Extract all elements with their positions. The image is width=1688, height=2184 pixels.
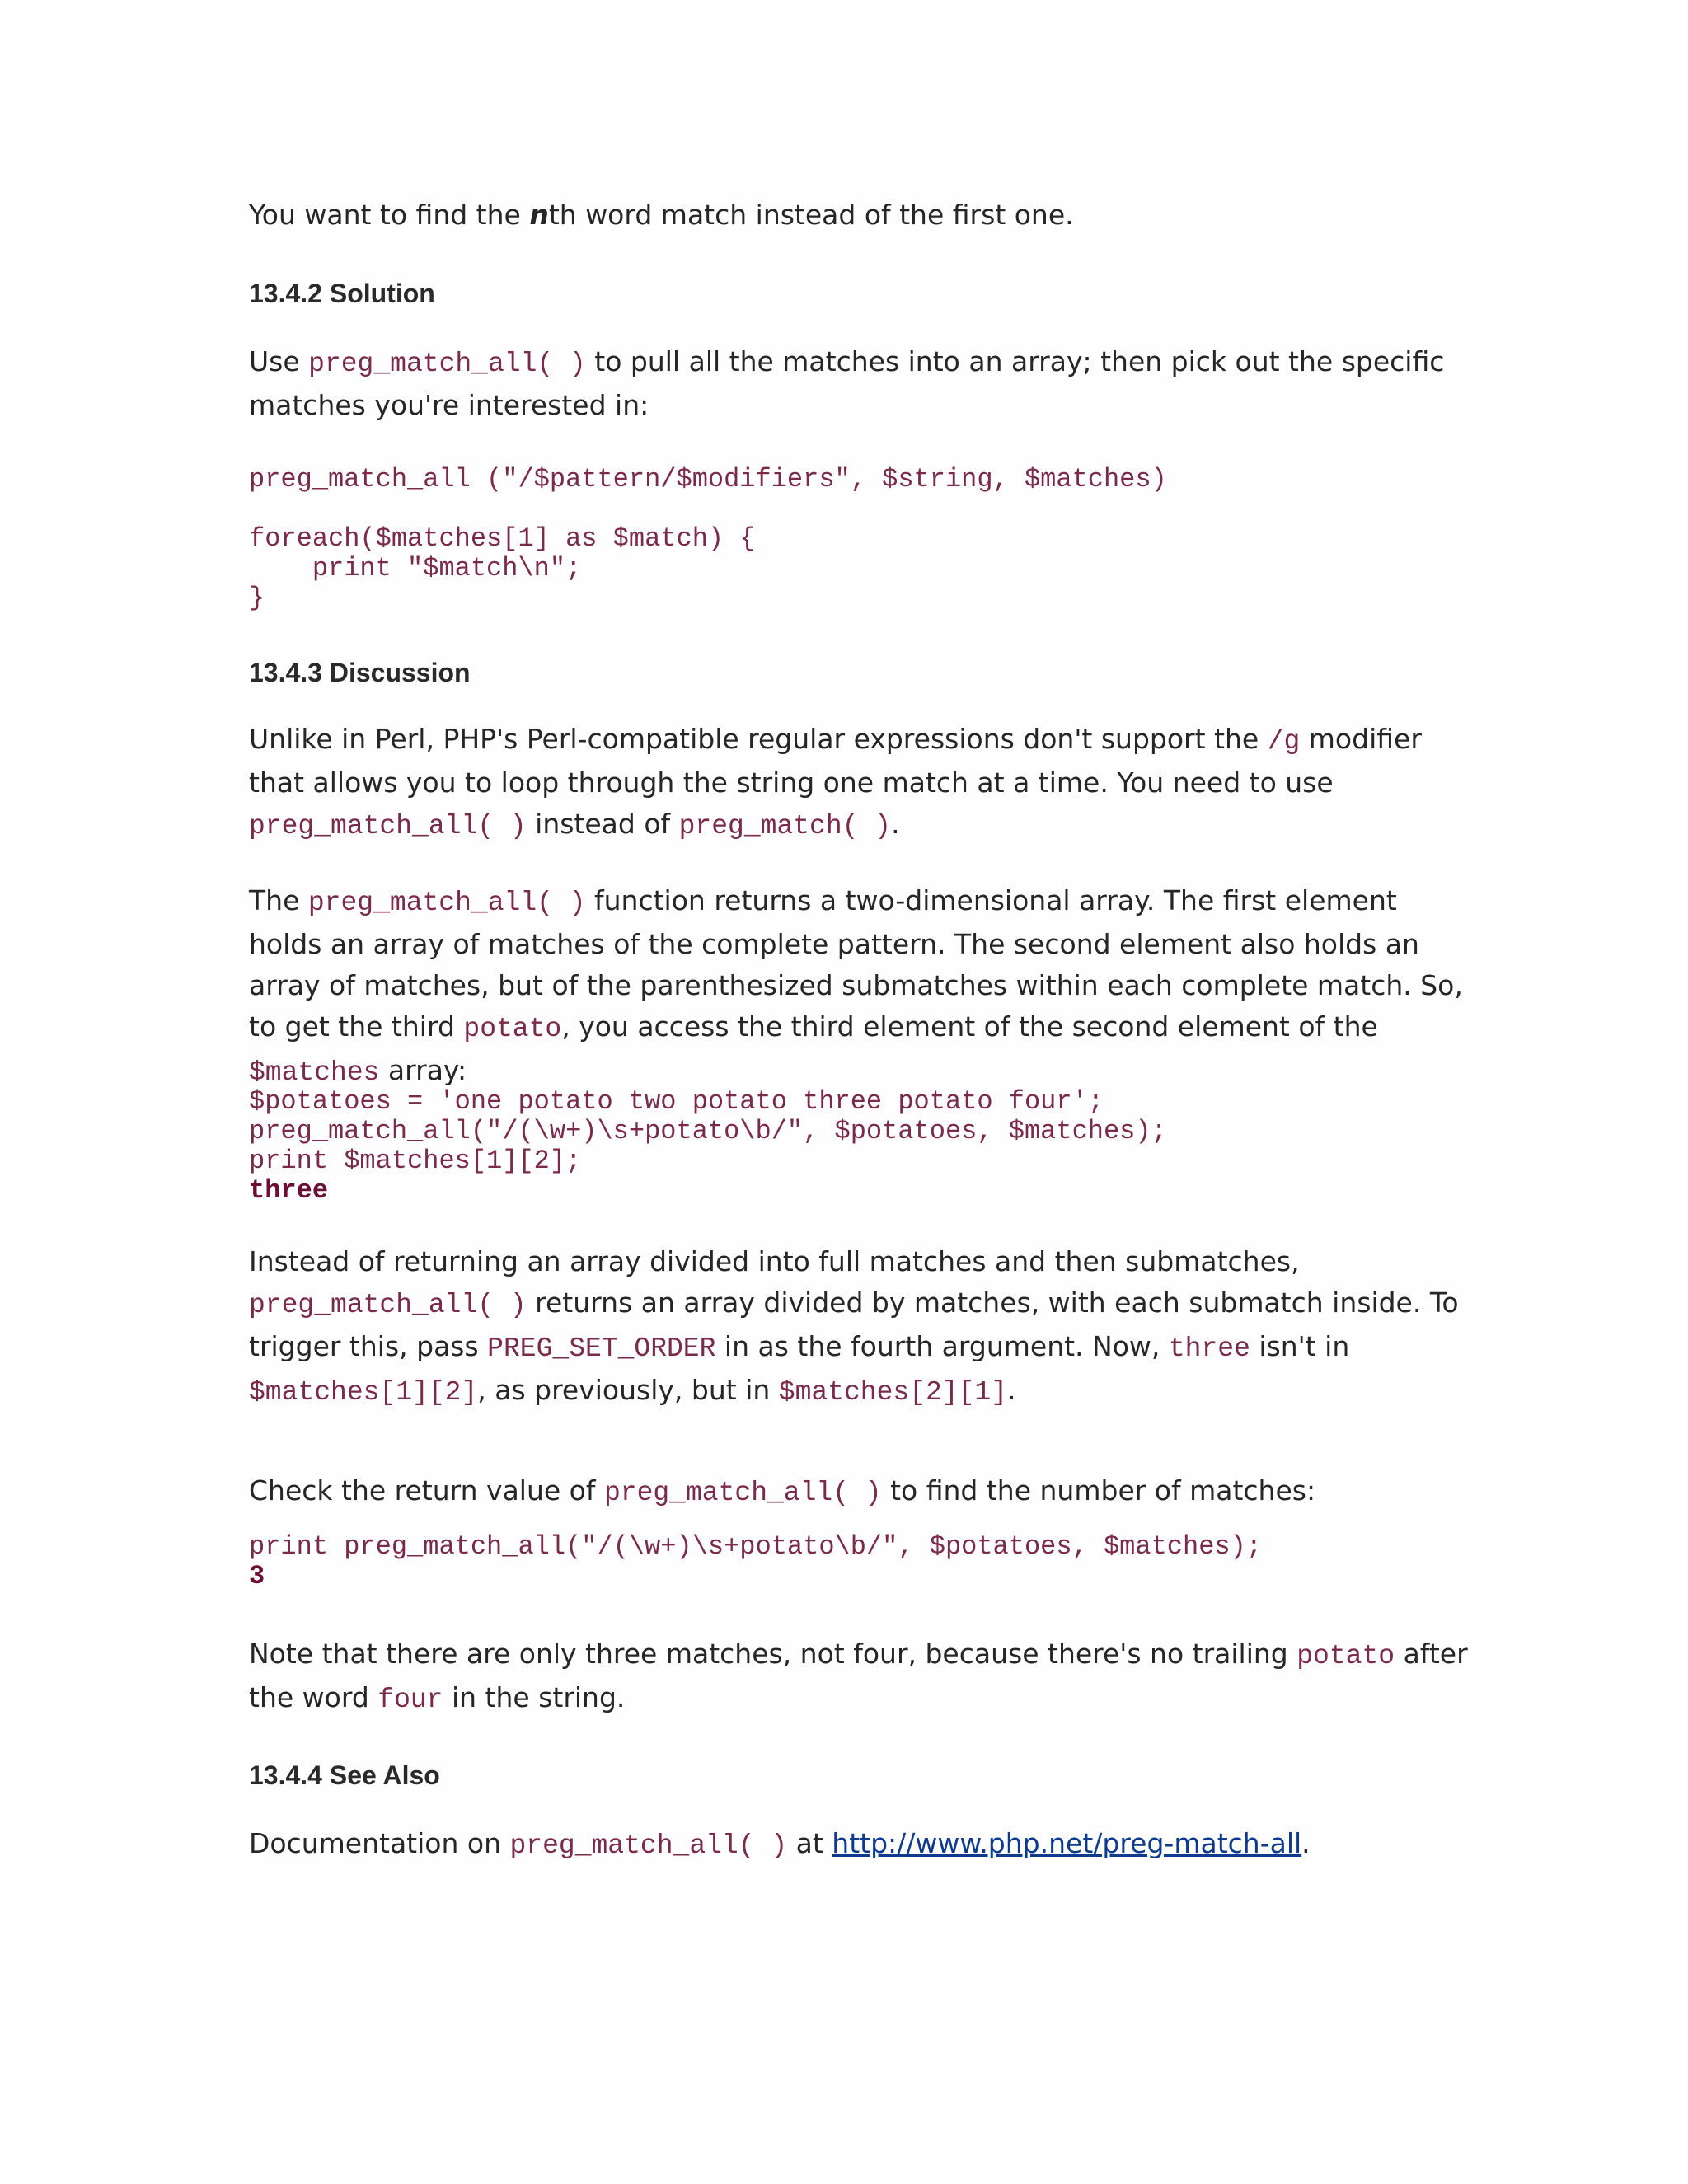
discussion-paragraph-5: Note that there are only three matches, not four, because there's no trailing potato after the word four in the string.: [249, 1638, 1468, 1715]
inline-code: potato: [463, 1014, 562, 1044]
problem-text: You want to find the nth word match instead of the first one.: [249, 199, 1074, 231]
inline-code: preg_match_all( ): [603, 1478, 882, 1508]
see-also-heading: 13.4.4 See Also: [249, 1760, 440, 1790]
inline-code: three: [1168, 1333, 1250, 1364]
inline-code: preg_match_all( ): [308, 349, 586, 379]
count-code-block: print preg_match_all("/(\w+)\s+potato\b/", $potatoes, $matches); 3: [249, 1531, 1262, 1591]
nth-emphasis: n: [529, 199, 549, 231]
discussion-heading: 13.4.3 Discussion: [249, 658, 471, 687]
inline-code: preg_match_all( ): [307, 888, 586, 918]
discussion-paragraph-4: Check the return value of preg_match_all( ) to find the number of matches:: [249, 1474, 1316, 1508]
inline-code: $matches[1][2]: [249, 1377, 478, 1408]
inline-code: PREG_SET_ORDER: [487, 1333, 716, 1364]
inline-code: preg_match_all( ): [249, 1290, 527, 1320]
php-docs-link[interactable]: http://www.php.net/preg-match-all: [832, 1827, 1302, 1859]
inline-code: preg_match( ): [678, 811, 892, 841]
inline-code: four: [377, 1685, 443, 1715]
code-output: 3: [249, 1561, 265, 1591]
discussion-paragraph-3: Instead of returning an array divided into full matches and then submatches, preg_match_all( ) returns an array divided by matches, with each submatch inside. To trigger this, pass PREG_SET_ORDER in as the fourth argument. Now, three isn't in $matches[1][2], as previously, but in $matches[2][1].: [249, 1245, 1459, 1408]
code-output: three: [249, 1175, 329, 1206]
discussion-paragraph-2: The preg_match_all( ) function returns a two-dimensional array. The first element holds an array of matches of the complete pattern. The second element also holds an array of matches, but of the parenthesized submatches within each complete match. So, to get the third potato, you access the third element of the second element of the $matches array:: [249, 884, 1463, 1088]
inline-code: preg_match_all( ): [249, 811, 527, 841]
inline-code: /g: [1267, 726, 1301, 757]
inline-code: potato: [1296, 1641, 1395, 1671]
solution-paragraph: Use preg_match_all( ) to pull all the matches into an array; then pick out the specific matches you're interested in:: [249, 345, 1445, 421]
discussion-paragraph-1: Unlike in Perl, PHP's Perl-compatible regular expressions don't support the /g modifier that allows you to loop through the string one match at a time. You need to use preg_match_all( ) instead of preg_match( ).: [249, 723, 1422, 841]
solution-heading: 13.4.2 Solution: [249, 279, 435, 308]
see-also-paragraph: Documentation on preg_match_all( ) at http://www.php.net/preg-match-all.: [249, 1827, 1311, 1861]
solution-code-block: preg_match_all ("/$pattern/$modifiers", $string, $matches) foreach($matches[1] as $match) { print "$match\n"; }: [249, 464, 1167, 613]
inline-code: $matches: [249, 1057, 380, 1088]
inline-code: $matches[2][1]: [778, 1377, 1008, 1408]
inline-code: preg_match_all( ): [509, 1830, 788, 1861]
potatoes-code-block: $potatoes = 'one potato two potato three potato four'; preg_match_all("/(\w+)\s+potato\b/", $potatoes, $matches); print $matches[1][2]; three: [249, 1086, 1167, 1206]
